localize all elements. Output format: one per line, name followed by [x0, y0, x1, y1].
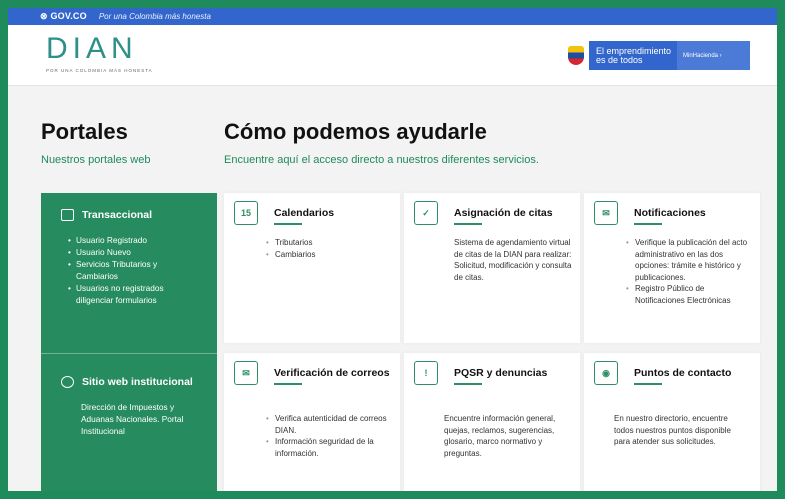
card-title[interactable]: Verificación de correos — [274, 367, 390, 379]
card-title[interactable]: Asignación de citas — [454, 207, 553, 219]
sidebar-link[interactable]: • Usuario Nuevo — [69, 246, 199, 258]
card-underline — [274, 383, 302, 385]
card-notificaciones[interactable] — [584, 193, 760, 343]
minhacienda-banner[interactable] — [563, 41, 750, 70]
sidebar-section-transaccional[interactable] — [41, 193, 217, 353]
sidebar-description: Dirección de Impuestos y Aduanas Nacionales. Portal Institucional — [81, 402, 184, 436]
card-verificacion-correos[interactable] — [224, 353, 400, 491]
card-asignacion-citas[interactable] — [404, 193, 580, 343]
sidebar-link[interactable]: • Servicios Tributarios y Cambiarios — [69, 258, 199, 282]
card-underline — [634, 223, 662, 225]
help-title: Cómo podemos ayudarle — [224, 119, 487, 144]
card-underline — [454, 223, 482, 225]
dian-logo[interactable] — [46, 34, 168, 78]
card-description: En nuestro directorio, encuentre todos nuestros puntos disponible para atender sus solicitudes. — [614, 414, 731, 446]
building-icon — [61, 209, 74, 221]
page-frame — [8, 8, 777, 491]
card-link[interactable]: • Registro Público de Notificaciones Electrónicas — [626, 283, 754, 306]
complaint-icon: ! — [414, 361, 438, 385]
card-link[interactable]: • Tributarios — [266, 237, 315, 249]
gov-co-logo[interactable]: ⊗ GOV.CO — [40, 11, 87, 21]
minhacienda-link[interactable]: MinHacienda › — [677, 41, 750, 70]
sidebar-section-institucional[interactable] — [41, 353, 217, 437]
card-link[interactable]: • Información seguridad de la información. — [266, 436, 396, 459]
banner-text: El emprendimiento es de todos — [596, 45, 672, 65]
sidebar-item-label[interactable]: Sitio web institucional — [82, 376, 193, 388]
notification-icon: ✉ — [594, 201, 618, 225]
card-link[interactable]: • Verifica autenticidad de correos DIAN. — [266, 413, 396, 436]
location-icon: ◉ — [594, 361, 618, 385]
card-description: Encuentre información general, quejas, reclamos, sugerencias, glosario, marco normativo y preguntas. — [444, 414, 556, 458]
gov-slogan: Por una Colombia más honesta — [98, 12, 211, 21]
card-link[interactable]: • Cambiarios — [266, 249, 315, 261]
card-link[interactable]: • Verifique la publicación del acto administrativo en las dos opciones: trámite e histórico y publicaciones. — [626, 237, 754, 283]
card-pqsr[interactable] — [404, 353, 580, 491]
calendar-icon: 15 — [234, 201, 258, 225]
card-underline — [274, 223, 302, 225]
appointment-icon: ✓ — [414, 201, 438, 225]
card-puntos-contacto[interactable] — [584, 353, 760, 491]
dian-wordmark: DIAN — [46, 32, 138, 65]
card-title[interactable]: PQSR y denuncias — [454, 367, 548, 379]
sidebar-link-list — [61, 234, 199, 306]
globe-icon — [61, 376, 74, 388]
card-title[interactable]: Puntos de contacto — [634, 367, 732, 379]
site-header — [8, 25, 777, 86]
portales-title: Portales — [41, 119, 128, 144]
card-calendarios[interactable] — [224, 193, 400, 343]
gov-bar — [8, 8, 777, 25]
portales-subtitle: Nuestros portales web — [41, 154, 151, 166]
colombia-shield-icon — [563, 41, 589, 70]
portals-sidebar — [41, 193, 217, 491]
card-link-list — [266, 413, 396, 459]
card-title[interactable]: Notificaciones — [634, 207, 706, 219]
card-underline — [454, 383, 482, 385]
email-check-icon: ✉ — [234, 361, 258, 385]
sidebar-link[interactable]: • Usuario Registrado — [69, 234, 199, 246]
card-link-list — [266, 237, 315, 260]
card-link-list — [626, 237, 754, 306]
card-underline — [634, 383, 662, 385]
dian-tagline: POR UNA COLOMBIA MÁS HONESTA — [46, 68, 153, 73]
sidebar-link[interactable]: • Usuarios no registrados diligenciar formularios — [69, 282, 199, 306]
card-description: Sistema de agendamiento virtual de citas de la DIAN para realizar: Solicitud, modificación y consulta de citas. — [454, 238, 572, 282]
help-subtitle: Encuentre aquí el acceso directo a nuestros diferentes servicios. — [224, 154, 539, 166]
sidebar-item-label[interactable]: Transaccional — [82, 209, 153, 221]
card-title[interactable]: Calendarios — [274, 207, 335, 219]
